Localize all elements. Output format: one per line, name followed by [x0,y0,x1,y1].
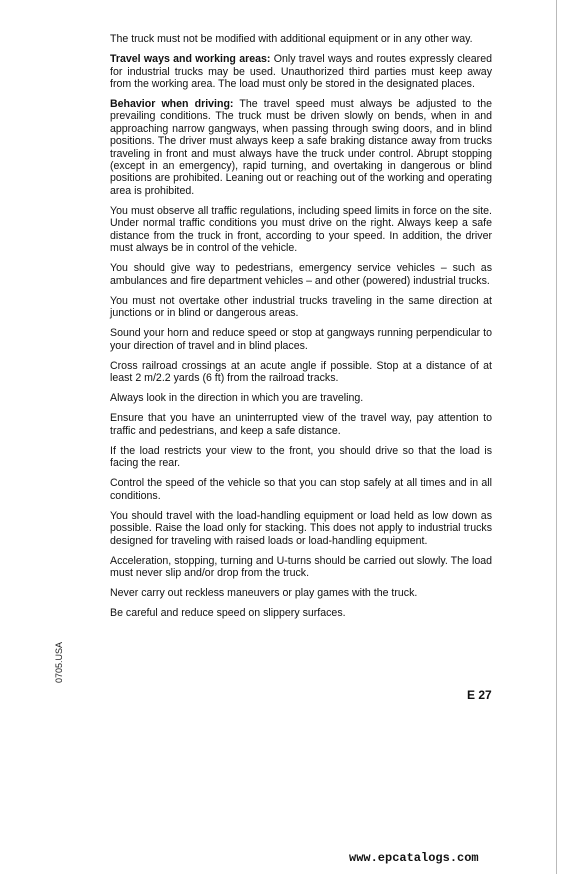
paragraph-lead: Behavior when driving: [110,98,234,110]
paragraph [110,555,492,580]
paragraph-text: Only travel ways and routes expressly cleared for industrial trucks may be used. Unauthorized third parties must keep away from the working area. The load must only be stored in the designated places. [110,53,492,90]
paragraph [110,53,492,90]
paragraph [110,510,492,547]
paragraph-text: Always look in the direction in which you are traveling. [110,392,364,405]
paragraph-text: Be careful and reduce speed on slippery surfaces. [110,607,346,620]
paragraph-text: You must observe all traffic regulations, including speed limits in force on the site. Under normal traffic conditions you must drive on the right. Always keep a safe distance from the truck in front, according to your speed. In addition, the driver must always be in control of the vehicle. [110,204,492,255]
paragraph [110,392,492,404]
paragraph-text: Acceleration, stopping, turning and U-turns should be carried out slowly. The load must never slip and/or drop from the truck. [110,554,492,580]
paragraph-text: Ensure that you have an uninterrupted view of the travel way, pay attention to traffic and pedestrians, and keep a safe distance. [110,412,492,437]
paragraph [110,607,492,619]
paragraph [110,33,492,45]
paragraph [110,98,492,197]
document-code: 0705.USA [54,641,64,683]
paragraph [110,295,492,320]
paragraph [110,360,492,385]
paragraph [110,205,492,255]
paragraph-text: You should travel with the load-handling equipment or load held as low down as possible. Raise the load only for stacking. This does not apply to industrial trucks designed for traveling with raised loads or load-handling equipment. [110,509,492,547]
paragraph-text: Never carry out reckless maneuvers or play games with the truck. [110,587,418,600]
paragraph [110,445,492,470]
page-number: E 27 [467,688,492,702]
paragraph-text: Cross railroad crossings at an acute angle if possible. Stop at a distance of at least 2 m/2.2 yards (6 ft) from the railroad tracks. [110,359,492,385]
paragraph-text: The truck must not be modified with additional equipment or in any other way. [110,33,473,45]
paragraph [110,327,492,352]
paragraph-text: Sound your horn and reduce speed or stop at gangways running perpendicular to your direction of travel and in blind places. [110,327,492,352]
paragraph [110,412,492,437]
paragraph-text: The travel speed must always be adjusted to the prevailing conditions. The truck must be driven slowly on bends, when in and approaching narrow gangways, when passing through swing doors, and in blind positions. The driver must always keep a safe braking distance away from trucks traveling in front and must always have the truck under control. Abrupt stopping (except in an emergency), rapid turning, and overtaking in dangerous or blind positions are prohibited. Leaning out or reaching out of the working and operating area is prohibited. [110,98,492,197]
paragraph-text: Control the speed of the vehicle so that you can stop safely at all times and in all conditions. [110,477,492,502]
paragraph-text: If the load restricts your view to the front, you should drive so that the load is facing the rear. [110,444,492,470]
watermark-url: www.epcatalogs.com [349,851,479,865]
paragraph [110,262,492,287]
paragraph-text: You must not overtake other industrial trucks traveling in the same direction at junctions or in blind or dangerous areas. [110,294,492,320]
document-body [110,33,492,627]
paragraph-lead: Travel ways and working areas: [110,53,271,66]
page-edge-rule [556,0,557,874]
paragraph [110,587,492,599]
paragraph-text: You should give way to pedestrians, emergency service vehicles – such as ambulances and fire department vehicles – and other (powered) industrial trucks. [110,262,492,287]
paragraph [110,477,492,502]
